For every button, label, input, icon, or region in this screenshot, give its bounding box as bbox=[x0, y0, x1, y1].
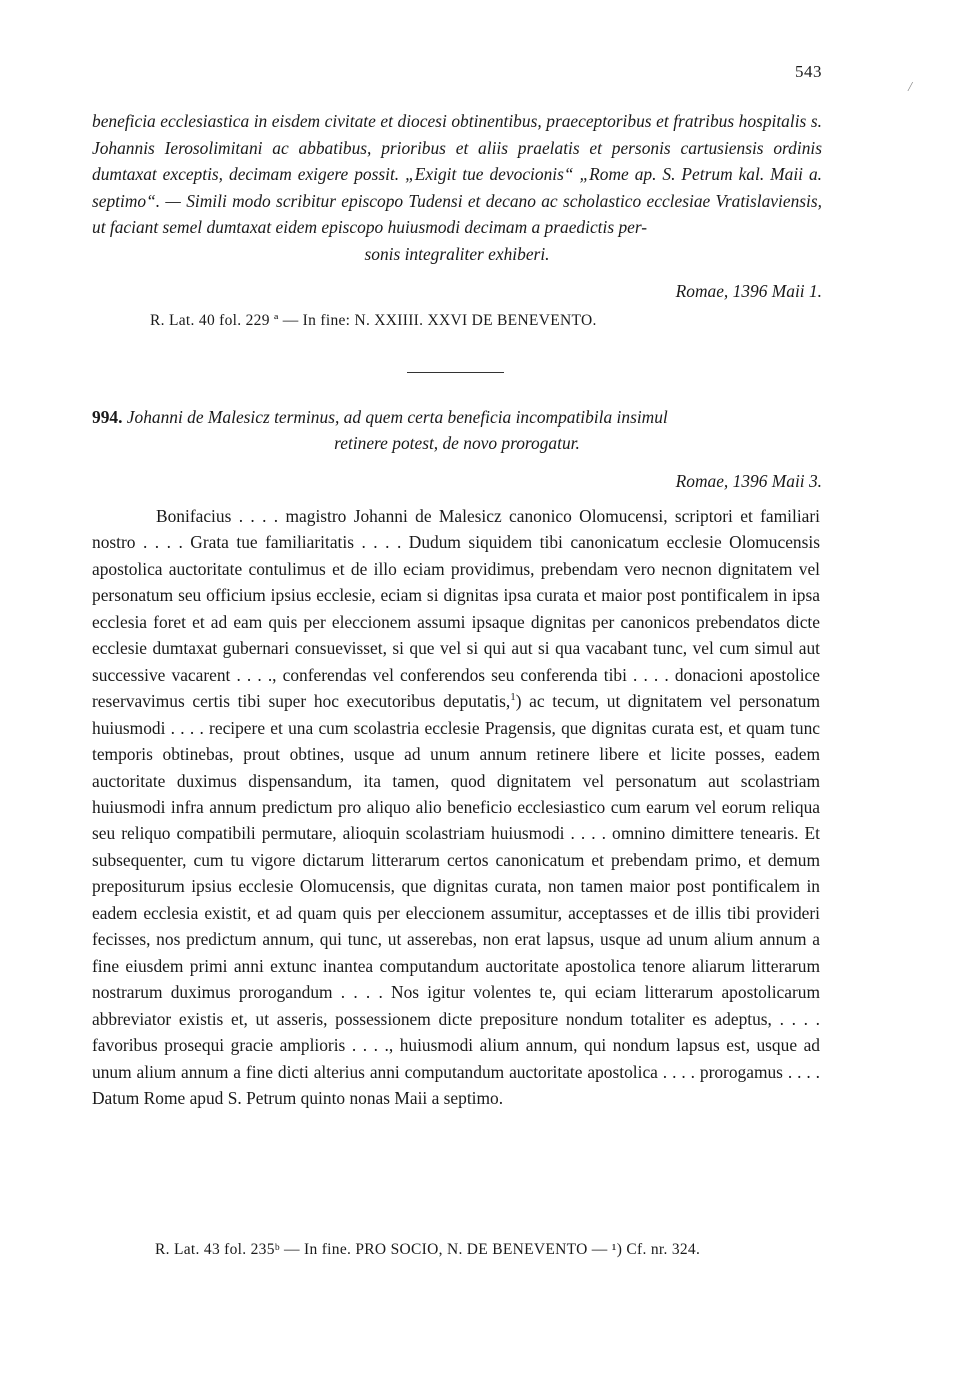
previous-entry-date: Romae, 1396 Maii 1. bbox=[675, 280, 822, 301]
previous-entry-tail: sonis integraliter exhiberi. bbox=[364, 243, 550, 264]
entry-heading-line1 bbox=[92, 404, 822, 430]
footnote-reference: 1 bbox=[510, 691, 516, 704]
entry-heading-line2: retinere potest, de novo prorogatur. bbox=[334, 433, 580, 453]
entry-heading-text: Johanni de Malesicz terminus, ad quem certa beneficia incompatibila insimul bbox=[126, 407, 668, 427]
entry-number: 994. bbox=[92, 407, 123, 427]
previous-entry-continuation bbox=[92, 108, 822, 335]
entry-body-part1: Bonifacius . . . . magistro Johanni de Malesicz canonico Olomucensi, scriptori et familiari nostro . . . . Grata tue familiaritatis . . . . Dudum siquidem tibi canonicatum ecclesie Olomucensis apostolica auctoritate contulimus et de illo eciam providimus, prebendam vero necnon dignitatem vel personatum seu officium ipsius ecclesie, eciam si dignitas ipsa curata et maior post pontificalem in ipsa ecclesia foret et ad eam quis per eleccionem assumi ipsaque dignitas per canonicos prebendatos dicte ecclesie dumtaxat gubernari consuevisset, si que vel si qui aut si qua vacabant tunc, vel cum simul aut successive vacarent . . . ., conferendas vel conferendos seu conferenda tibi . . . . donacioni apostolice reservavimus certis tibi super hoc executoribus deputatis, bbox=[92, 506, 820, 712]
entry-body bbox=[92, 503, 820, 1111]
entry-date: Romae, 1396 Maii 3. bbox=[675, 471, 822, 491]
page-number: 543 bbox=[795, 62, 822, 81]
entry-body-part2: ) ac tecum, ut dignitatem vel personatum huiusmodi . . . . recipere et una cum scolastria ecclesie Pragensis, que dignitas curata est, et quam tunc temporis obtinebas, prout obtines, usque ad unum annum retinere libere et licite posses, eadem auctoritate duximus dispensandum, ita tamen, quod dignitatem vel personatum aut scolastriam huiusmodi infra annum predictum pro aliquo alio beneficio ecclesiastico cum earum vel eorum reliqua seu reliquo compatibili permutare, alioquin scolastriam huiusmodi . . . . omnino dimittere tenearis. Et subsequenter, cum tu vigore dictarum litterarum certos canonicatum et prebendam primo, et demum prepositurum ipsius ecclesie Olomucensis, que dignitas curata, non tamen maior post pontificalem in eadem ecclesia existit, et ad quam quis per eleccionem assumitur, acceptasses et de illis tibi provideri fecisses, nos predictum annum, qui tunc, ut asserebas, non erat lapsus, usque ad unum alium annum a fine eiusdem primi anni extunc inantea computandum auctoritate apostolica tenore aliarum litterarum nostrarum duximus prorogandum . . . . Nos igitur volentes te, qui eciam litterarum apostolicarum abbreviator existis et, ut asseris, possessionem dicte prepositure nondum totaliter es adeptus, . . . . favoribus prosequi gracie amplioris . . . ., huiusmodi alium annum, qui nondum lapsus est, usque ad unum alium annum a fine dicti alterius anni computandum auctoritate apostolica . . . . prorogamus . . . . Datum Rome apud S. Petrum quinto nonas Maii a septimo. bbox=[92, 691, 820, 1108]
previous-entry-text: beneficia ecclesiastica in eisdem civitate et diocesi obtinentibus, praeceptoribus et fratribus hospitalis s. Johannis Ierosolimitani ac abbatibus, prioribus et aliis praelatis et personis cartusiensis ordinis dumtaxat exceptis, decimam exigere possit. „Exigit tue devocionis“ „Rome ap. S. Petrum kal. Maii a. septimo“. — Simili modo scribitur episcopo Tudensi et decano ac scholastico ecclesiae Vratislaviensis, ut faciant semel dumtaxat eidem episcopo huiusmodi decimam a praedictis per- bbox=[92, 111, 822, 238]
margin-mark: / bbox=[908, 80, 912, 95]
entry-source-note: R. Lat. 43 fol. 235ᵇ — In fine. PRO SOCIO, N. DE BENEVENTO — ¹) Cf. nr. 324. bbox=[155, 1241, 701, 1258]
previous-entry-source: R. Lat. 40 fol. 229 ª — In fine: N. XXIIII. XXVI DE BENEVENTO. bbox=[150, 312, 597, 330]
section-divider bbox=[407, 372, 504, 373]
entry-heading bbox=[92, 404, 822, 494]
